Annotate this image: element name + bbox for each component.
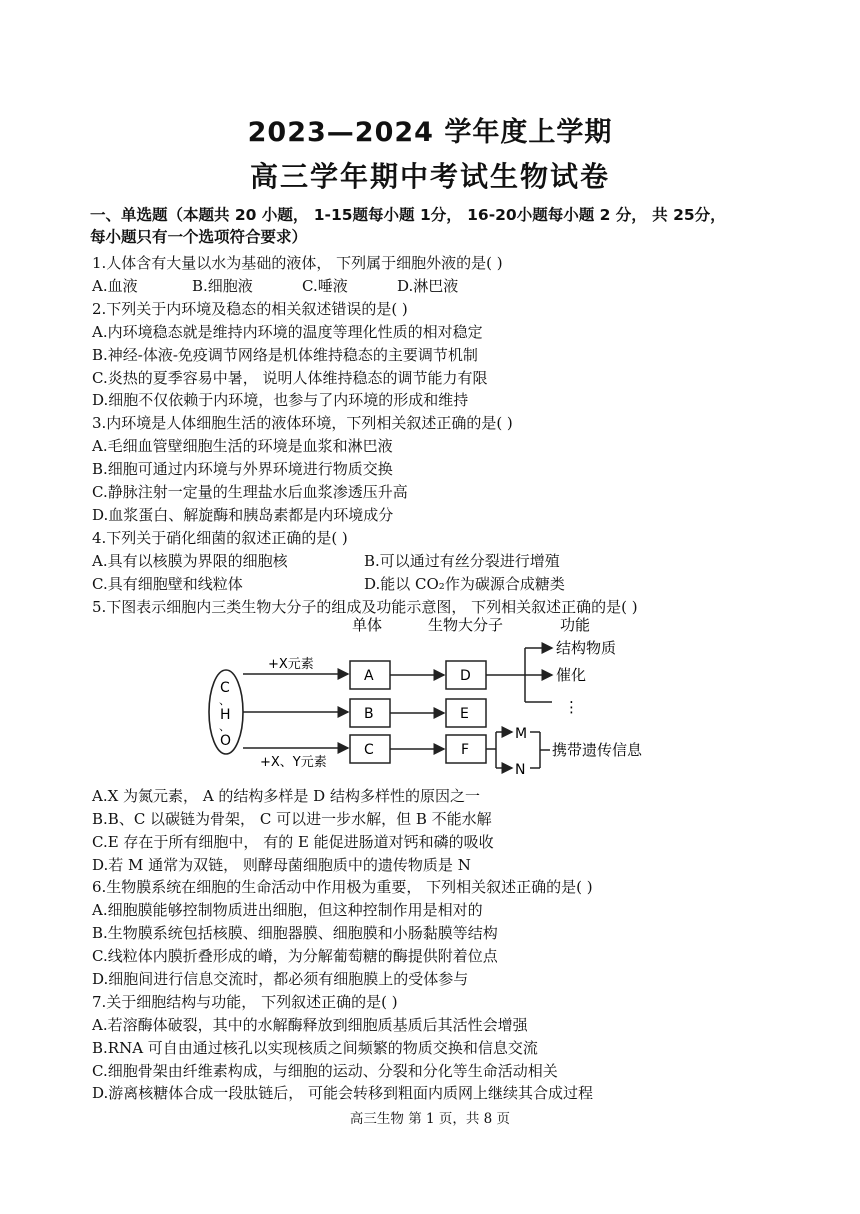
- box-d-label: D: [460, 668, 471, 684]
- question-6-stem: 6.生物膜系统在细胞的生命活动中作用极为重要， 下列相关叙述正确的是( ): [92, 878, 593, 896]
- question-2-option-a: A.内环境稳态就是维持内环境的温度等理化性质的相对稳定: [92, 323, 483, 341]
- question-1-option-a: A.血液: [92, 277, 138, 295]
- question-3-stem: 3.内环境是人体细胞生活的液体环境，下列相关叙述正确的是( ): [92, 414, 513, 432]
- m-label: M: [515, 726, 528, 742]
- question-6-option-a: A.细胞膜能够控制物质进出细胞，但这种控制作用是相对的: [92, 901, 483, 919]
- arrow-top-label: +X元素: [268, 657, 314, 672]
- question-6-option-d: D.细胞间进行信息交流时，都必须有细胞膜上的受体参与: [92, 970, 469, 988]
- question-7-option-c: C.细胞骨架由纤维素构成，与细胞的运动、分裂和分化等生命活动相关: [92, 1062, 558, 1080]
- page-footer: 高三生物 第 1 页，共 8 页: [349, 1111, 511, 1127]
- question-2-option-d: D.细胞不仅依赖于内环境，也参与了内环境的形成和维持: [92, 391, 469, 409]
- question-1-option-b: B.细胞液: [192, 277, 253, 295]
- question-7-stem: 7.关于细胞结构与功能， 下列叙述正确的是( ): [92, 993, 398, 1011]
- question-7-option-b: B.RNA 可自由通过核孔以实现核质之间频繁的物质交换和信息交流: [92, 1039, 538, 1057]
- column-function-label: 功能: [560, 616, 591, 634]
- element-h: H: [220, 707, 231, 723]
- column-monomer-label: 单体: [352, 616, 383, 634]
- question-2-stem: 2.下列关于内环境及稳态的相关叙述错误的是( ): [92, 300, 408, 318]
- question-2-option-b: B.神经-体液-免疫调节网络是机体维持稳态的主要调节机制: [92, 346, 478, 364]
- question-2-option-c: C.炎热的夏季容易中暑， 说明人体维持稳态的调节能力有限: [92, 369, 488, 387]
- section-heading-line2: 每小题只有一个选项符合要求）: [90, 228, 308, 246]
- element-c: C: [220, 680, 230, 696]
- box-f-label: F: [461, 742, 470, 758]
- box-c-label: C: [364, 742, 374, 758]
- question-4-options-row1: [92, 551, 560, 571]
- question-5-option-b: B.B、C 以碳链为骨架， C 可以进一步水解，但 B 不能水解: [92, 810, 492, 828]
- exam-year-title: 2023—2024 学年度上学期: [247, 117, 613, 148]
- function-catalysis-label: 催化: [556, 666, 587, 684]
- question-4-stem: 4.下列关于硝化细菌的叙述正确的是( ): [92, 529, 348, 547]
- genetic-info-label: 携带遗传信息: [552, 741, 643, 759]
- question-3-option-d: D.血浆蛋白、解旋酶和胰岛素都是内环境成分: [92, 506, 394, 524]
- question-5-option-c: C.E 存在于所有细胞中， 有的 E 能促进肠道对钙和磷的吸收: [92, 833, 494, 851]
- question-5-option-a: A.X 为氮元素， A 的结构多样是 D 结构多样性的原因之一: [92, 787, 480, 805]
- macromolecule-diagram: [200, 612, 670, 784]
- question-4-option-d: D.能以 CO₂作为碳源合成糖类: [364, 575, 565, 593]
- question-5-option-d: D.若 M 通常为双链， 则酵母菌细胞质中的遗传物质是 N: [92, 856, 471, 874]
- function-more-dots: ⋮: [564, 698, 579, 716]
- question-1-option-d: D.淋巴液: [397, 277, 459, 295]
- box-e-label: E: [460, 706, 469, 722]
- question-1-stem: 1.人体含有大量以水为基础的液体， 下列属于细胞外液的是( ): [92, 254, 503, 272]
- question-3-option-b: B.细胞可通过内环境与外界环境进行物质交换: [92, 460, 393, 478]
- element-o: O: [220, 733, 232, 749]
- arrow-bottom-label: +X、Y元素: [260, 755, 327, 770]
- box-b-label: B: [364, 706, 374, 722]
- section-heading-line1: 一、单选题（本题共 20 小题， 1-15题每小题 1分， 16-20小题每小题 2 分， 共 25分，: [90, 206, 726, 224]
- n-label: N: [515, 762, 526, 778]
- question-6-option-b: B.生物膜系统包括核膜、细胞器膜、细胞膜和小肠黏膜等结构: [92, 924, 498, 942]
- question-7-option-d: D.游离核糖体合成一段肽链后， 可能会转移到粗面内质网上继续其合成过程: [92, 1084, 594, 1102]
- question-5-stem: 5.下图表示细胞内三类生物大分子的组成及功能示意图， 下列相关叙述正确的是( ): [92, 598, 638, 616]
- box-a-label: A: [364, 668, 374, 684]
- question-6-option-c: C.线粒体内膜折叠形成的嵴，为分解葡萄糖的酶提供附着位点: [92, 947, 498, 965]
- column-macromolecule-label: 生物大分子: [428, 616, 504, 634]
- element-sep-2: 、: [219, 720, 230, 733]
- question-4-option-c: C.具有细胞壁和线粒体: [92, 575, 243, 593]
- element-sep-1: 、: [219, 694, 230, 707]
- question-4-option-a: A.具有以核膜为界限的细胞核: [92, 552, 288, 570]
- section-heading: [90, 204, 790, 248]
- function-structural-label: 结构物质: [556, 639, 617, 657]
- question-1-options: [92, 276, 458, 296]
- question-3-option-c: C.静脉注射一定量的生理盐水后血浆渗透压升高: [92, 483, 408, 501]
- question-1-option-c: C.唾液: [302, 277, 348, 295]
- question-4-option-b: B.可以通过有丝分裂进行增殖: [364, 552, 560, 570]
- exam-subject-title: 高三学年期中考试生物试卷: [249, 160, 610, 193]
- question-3-option-a: A.毛细血管壁细胞生活的环境是血浆和淋巴液: [92, 437, 393, 455]
- question-7-option-a: A.若溶酶体破裂，其中的水解酶释放到细胞质基质后其活性会增强: [92, 1016, 528, 1034]
- question-4-options-row2: [92, 574, 565, 594]
